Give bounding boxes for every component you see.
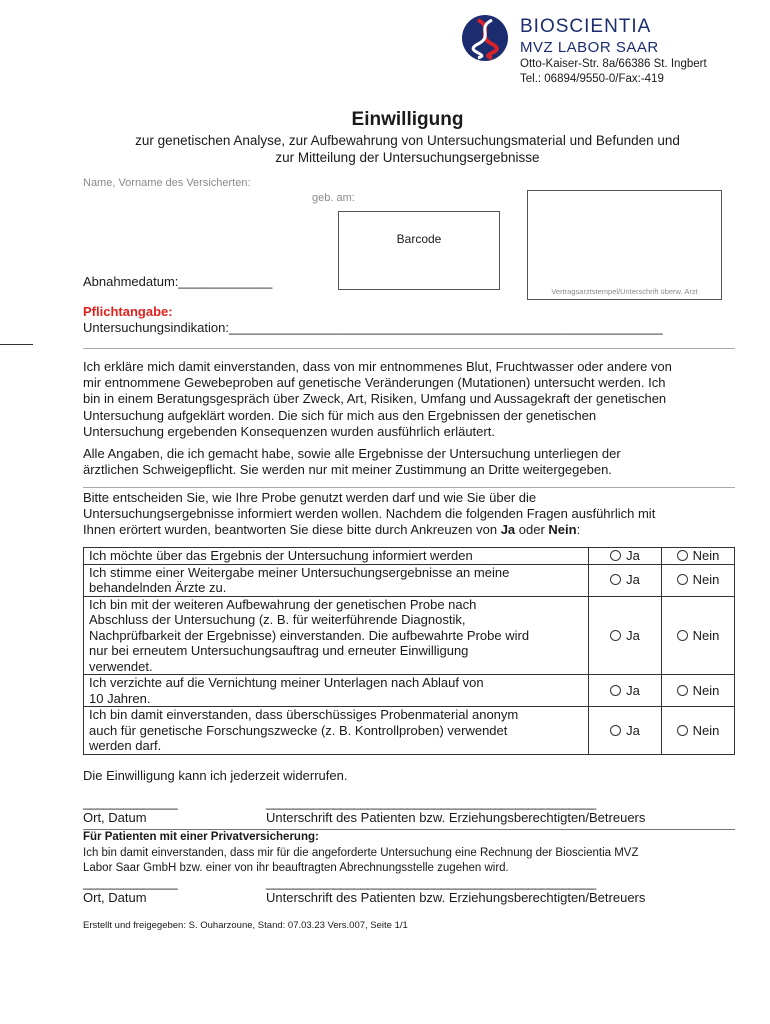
- consent-line: mir entnommene Gewebeproben auf genetische Veränderungen (Mutationen) untersucht werden. Ich: [83, 375, 666, 391]
- radio-yes-icon[interactable]: [610, 630, 621, 641]
- stamp-label: Vertragsarztstempel/Unterschrift überw. Arzt: [551, 287, 698, 296]
- place-date-line[interactable]: ______________: [83, 875, 178, 890]
- document-subtitle: [0, 132, 770, 166]
- place-date-line[interactable]: ______________: [83, 795, 178, 810]
- divider: [83, 348, 735, 349]
- radio-no-icon[interactable]: [677, 685, 688, 696]
- consent-line: bin in einem Beratungsgespräch über Zweck, Art, Risiken, Umfang und Aussagekraft der genetischen: [83, 391, 667, 407]
- signature-label: Unterschrift des Patienten bzw. Erziehungsberechtigten/Betreuers: [266, 890, 646, 905]
- name-field-label: Name, Vorname des Versicherten:: [83, 177, 251, 189]
- no-label: Nein: [692, 627, 720, 643]
- abnahmedatum-field[interactable]: Abnahmedatum:_____________: [83, 274, 273, 289]
- revoke-note: Die Einwilligung kann ich jederzeit widerrufen.: [83, 768, 348, 783]
- instructions-line: Bitte entscheiden Sie, wie Ihre Probe genutzt werden darf und wie Sie über die: [83, 490, 537, 505]
- signature-line[interactable]: _________________________________________________: [266, 795, 596, 810]
- radio-yes-icon[interactable]: [610, 550, 621, 561]
- address-street: Otto-Kaiser-Str. 8a/66386 St. Ingbert: [520, 58, 707, 70]
- choice-row: [84, 675, 735, 707]
- yes-label: Ja: [626, 627, 640, 643]
- place-date-label: Ort, Datum: [83, 890, 147, 905]
- no-label: Nein: [692, 682, 720, 698]
- private-insurance-line: Labor Saar GmbH bzw. einer von ihr beauftragten Abrechnungsstelle zugehen wird.: [83, 861, 509, 874]
- private-insurance-text: [83, 846, 733, 875]
- choice-no-cell[interactable]: [662, 707, 735, 755]
- logo-mark: [461, 14, 509, 62]
- instructions-line: [83, 522, 733, 538]
- subtitle-line-1: zur genetischen Analyse, zur Aufbewahrung von Untersuchungsmaterial und Befunden und: [135, 133, 680, 148]
- signature-label: Unterschrift des Patienten bzw. Erziehungsberechtigten/Betreuers: [266, 810, 646, 825]
- oder-text: oder: [515, 522, 549, 538]
- logo-name: BIOSCIENTIA: [520, 16, 652, 37]
- instructions-line: Untersuchungsergebnisse informiert werden wollen. Nachdem die folgenden Fragen ausführlich mit: [83, 506, 656, 522]
- confidentiality-line: Alle Angaben, die ich gemacht habe, sowie alle Ergebnisse der Untersuchung unterliegen der: [83, 446, 621, 461]
- yes-label: Ja: [626, 548, 640, 563]
- choice-yes-cell[interactable]: [589, 596, 662, 675]
- footer-version: Erstellt und freigegeben: S. Ouharzoune, Stand: 07.03.23 Vers.007, Seite 1/1: [83, 920, 408, 931]
- required-note: Pflichtangabe:: [83, 304, 173, 319]
- indikation-field[interactable]: Untersuchungsindikation:____________________________________________________________: [83, 320, 663, 335]
- choice-text: [84, 596, 589, 675]
- choice-no-cell[interactable]: [662, 675, 735, 707]
- radio-no-icon[interactable]: [677, 725, 688, 736]
- choice-no-cell[interactable]: [662, 564, 735, 596]
- choice-row: [84, 707, 735, 755]
- choice-line: verwendet.: [89, 658, 153, 674]
- choice-line: 10 Jahren.: [89, 690, 151, 706]
- radio-yes-icon[interactable]: [610, 685, 621, 696]
- yes-label: Ja: [626, 682, 640, 698]
- logo-subtitle: MVZ LABOR SAAR: [520, 39, 659, 56]
- choice-line: behandelnden Ärzte zu.: [89, 580, 227, 595]
- choice-line: auch für genetische Forschungszwecke (z. B. Kontrollproben) verwendet: [89, 722, 508, 738]
- dob-field-label: geb. am:: [312, 192, 355, 204]
- choice-text: [84, 548, 589, 565]
- consent-paragraph: [83, 359, 733, 440]
- address-block: [520, 57, 707, 87]
- no-label: Nein: [692, 572, 720, 588]
- choice-line: nur bei erneutem Untersuchungsauftrag und erneuter Einwilligung: [89, 643, 469, 658]
- radio-yes-icon[interactable]: [610, 725, 621, 736]
- confidentiality-paragraph: [83, 446, 733, 478]
- choice-yes-cell[interactable]: [589, 564, 662, 596]
- choice-text: [84, 675, 589, 707]
- choice-line: Ich bin damit einverstanden, dass überschüssiges Probenmaterial anonym: [89, 707, 519, 722]
- consent-choices-table: [83, 547, 735, 755]
- instructions-text: Ihnen erörtert wurden, beantworten Sie diese bitte durch Ankreuzen von: [83, 522, 501, 538]
- nein-emphasis: Nein: [548, 522, 577, 538]
- choice-text: [84, 564, 589, 596]
- dna-logo-icon: [461, 14, 509, 62]
- choice-text: [84, 707, 589, 755]
- stamp-box: [527, 190, 722, 300]
- yes-label: Ja: [626, 722, 640, 738]
- ja-emphasis: Ja: [500, 522, 516, 538]
- choice-row: [84, 564, 735, 596]
- radio-no-icon[interactable]: [677, 574, 688, 585]
- radio-no-icon[interactable]: [677, 550, 688, 561]
- choice-yes-cell[interactable]: [589, 548, 662, 565]
- address-phone: Tel.: 06894/9550-0/Fax:-419: [520, 73, 664, 85]
- consent-line: Untersuchung ergebenden Konsequenzen wurden ausführlich erläutert.: [83, 423, 495, 439]
- yes-label: Ja: [626, 572, 640, 588]
- choice-row: [84, 548, 735, 565]
- choice-yes-cell[interactable]: [589, 675, 662, 707]
- instructions-paragraph: [83, 490, 733, 539]
- choice-line: werden darf.: [89, 738, 162, 753]
- choice-no-cell[interactable]: [662, 596, 735, 675]
- consent-line: Untersuchung aufgeklärt worden. Die sich für mich aus den Ergebnissen der genetischen: [83, 407, 597, 423]
- private-insurance-heading: Für Patienten mit einer Privatversicherung:: [83, 831, 319, 843]
- no-label: Nein: [692, 548, 720, 563]
- fold-mark: [0, 344, 33, 345]
- choice-line: Ich verzichte auf die Vernichtung meiner Unterlagen nach Ablauf von: [89, 675, 484, 690]
- subtitle-line-2: zur Mitteilung der Untersuchungsergebnisse: [275, 150, 540, 165]
- consent-line: Ich erkläre mich damit einverstanden, dass von mir entnommenes Blut, Fruchtwasser oder andere von: [83, 359, 672, 374]
- divider: [83, 487, 735, 488]
- choice-row: [84, 596, 735, 675]
- colon-text: :: [576, 522, 581, 538]
- choice-yes-cell[interactable]: [589, 707, 662, 755]
- no-label: Nein: [692, 722, 720, 738]
- barcode-box: [338, 211, 500, 290]
- signature-line[interactable]: _________________________________________________: [266, 875, 596, 890]
- choice-line: Ich bin mit der weiteren Aufbewahrung der genetischen Probe nach: [89, 596, 477, 612]
- private-insurance-line: Ich bin damit einverstanden, dass mir für die angeforderte Untersuchung eine Rechnung der Bioscientia MVZ: [83, 847, 639, 859]
- divider: [83, 829, 735, 830]
- choice-line: Nachprüfbarkeit der Ergebnisse) einverstanden. Die aufbewahrte Probe wird: [89, 627, 530, 643]
- choice-no-cell[interactable]: [662, 548, 735, 565]
- document-title: Einwilligung: [351, 109, 464, 130]
- radio-no-icon[interactable]: [677, 630, 688, 641]
- place-date-label: Ort, Datum: [83, 810, 147, 825]
- choice-line: Ich stimme einer Weitergabe meiner Untersuchungsergebnisse an meine: [89, 564, 510, 580]
- confidentiality-line: ärztlichen Schweigepflicht. Sie werden nur mit meiner Zustimmung an Dritte weitergegeben.: [83, 462, 612, 478]
- choice-line: Ich möchte über das Ergebnis der Untersuchung informiert werden: [89, 548, 473, 563]
- barcode-label: Barcode: [396, 232, 442, 246]
- choice-line: Abschluss der Untersuchung (z. B. für weiterführende Diagnostik,: [89, 612, 466, 627]
- radio-yes-icon[interactable]: [610, 574, 621, 585]
